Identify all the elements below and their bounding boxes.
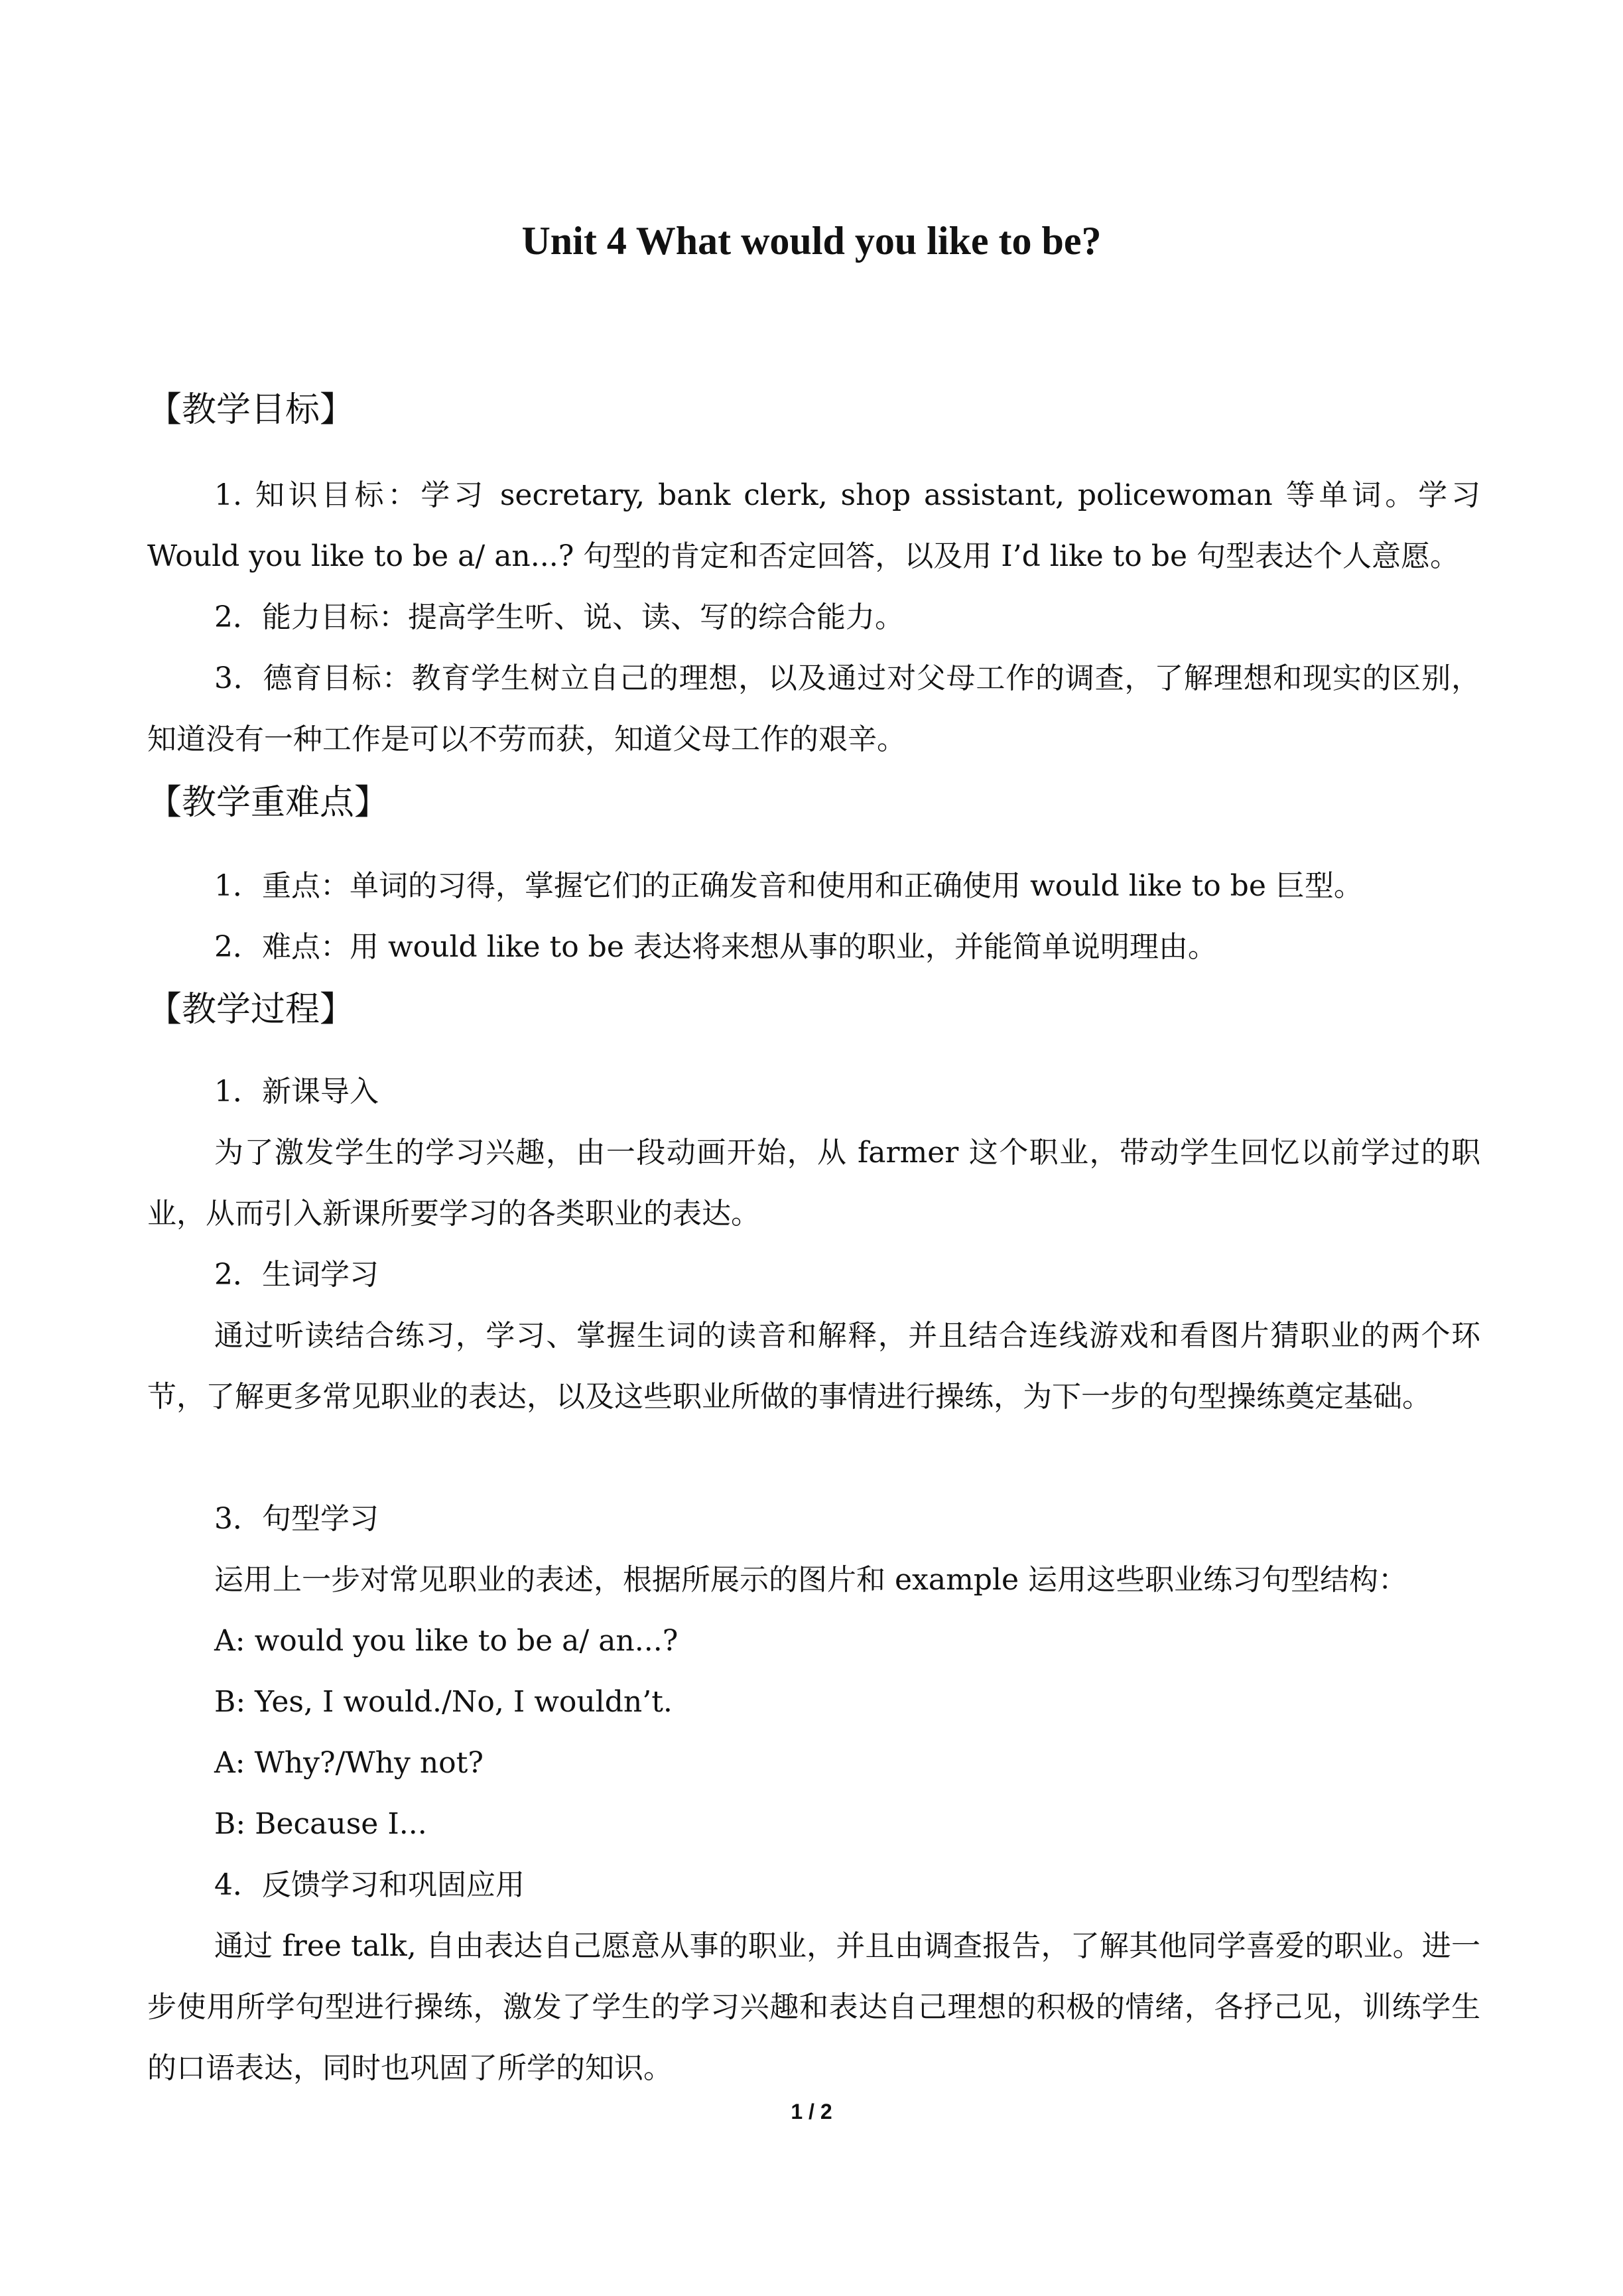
step-1-text: 为了激发学生的学习兴趣，由一段动画开始，从 farmer 这个职业，带动学生回忆以前学过的职业，从而引入新课所要学习的各类职业的表达。 bbox=[147, 1136, 1480, 1231]
objective-moral: 3．德育目标：教育学生树立自己的理想，以及通过对父母工作的调查，了解理想和现实的区别，知道没有一种工作是可以不劳而获，知道父母工作的艰辛。 bbox=[147, 661, 1480, 756]
section-heading-objectives: 【教学目标】 bbox=[147, 390, 355, 430]
step-3-text: 运用上一步对常见职业的表述，根据所展示的图片和 example 运用这些职业练习句型结构： bbox=[214, 1563, 1408, 1597]
step-3-label: 3．句型学习 bbox=[214, 1502, 379, 1536]
step-4-text: 通过 free talk, 自由表达自己愿意从事的职业，并且由调查报告，了解其他同学喜爱的职业。进一步使用所学句型进行操练，激发了学生的学习兴趣和表达自己理想的积极的情绪，各抒己见，训练学生的口语表达，同时也巩固了所学的知识。 bbox=[147, 1929, 1480, 2085]
objective-ability: 2．能力目标：提高学生听、说、读、写的综合能力。 bbox=[214, 600, 904, 634]
section-heading-key-points: 【教学重难点】 bbox=[147, 783, 389, 823]
key-point: 1．重点：单词的习得，掌握它们的正确发音和使用和正确使用 would like to be 巨型。 bbox=[214, 869, 1363, 903]
dialogue-line-3: A: Why?/Why not? bbox=[214, 1746, 484, 1780]
dialogue-line-2: B: Yes, I would./No, I wouldn’t. bbox=[214, 1685, 673, 1719]
section-heading-process: 【教学过程】 bbox=[147, 990, 355, 1030]
objective-knowledge: 1. 知识目标：学习 secretary, bank clerk, shop assistant, policewoman 等单词。学习 Would you like to be a/ an...? 句型的肯定和否定回答，以及用 I’d like to be 句型表达个人意愿。 bbox=[147, 478, 1480, 573]
page-number: 1 / 2 bbox=[791, 2100, 832, 2124]
step-4-label: 4．反馈学习和巩固应用 bbox=[214, 1868, 525, 1902]
difficult-point: 2．难点：用 would like to be 表达将来想从事的职业，并能简单说明理由。 bbox=[214, 930, 1217, 964]
step-1-label: 1．新课导入 bbox=[214, 1075, 379, 1109]
step-2-text: 通过听读结合练习，学习、掌握生词的读音和解释，并且结合连线游戏和看图片猜职业的两个环节，了解更多常见职业的表达，以及这些职业所做的事情进行操练，为下一步的句型操练奠定基础。 bbox=[147, 1319, 1480, 1414]
document-title: Unit 4 What would you like to be? bbox=[521, 219, 1102, 263]
dialogue-line-1: A: would you like to be a/ an...? bbox=[214, 1624, 679, 1658]
step-2-label: 2．生词学习 bbox=[214, 1258, 379, 1292]
dialogue-line-4: B: Because I... bbox=[214, 1807, 427, 1841]
